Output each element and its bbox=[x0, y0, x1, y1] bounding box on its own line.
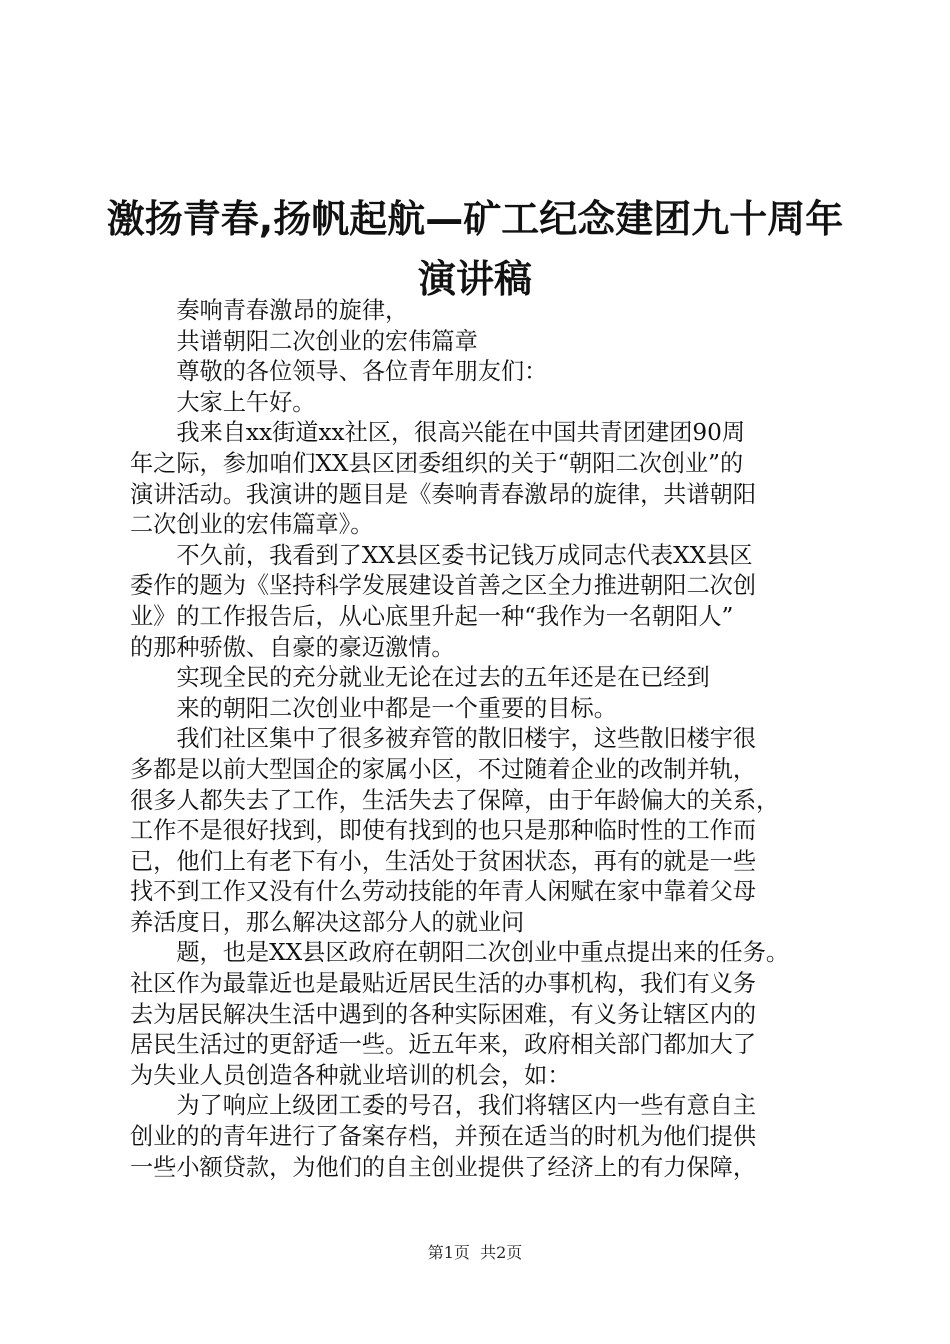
body-line: 共谱朝阳二次创业的宏伟篇章 bbox=[130, 327, 478, 355]
body-line: 的那种骄傲、自豪的豪迈激情。 bbox=[130, 633, 455, 661]
body-line: 创业的的青年进行了备案存档，并预在适当的时机为他们提供 bbox=[130, 1123, 757, 1151]
body-line: 不久前，我看到了XX县区委书记钱万成同志代表XX县区 bbox=[130, 541, 753, 569]
body-line: 年之际，参加咱们XX县区团委组织的关于“朝阳二次创业”的 bbox=[130, 449, 744, 477]
body-line: 演讲活动。我演讲的题目是《奏响青春激昂的旋律，共谱朝阳 bbox=[130, 480, 757, 508]
body-line: 题，也是XX县区政府在朝阳二次创业中重点提出来的任务。 bbox=[130, 939, 790, 967]
body-line: 来的朝阳二次创业中都是一个重要的目标。 bbox=[130, 694, 617, 722]
body-line: 委作的题为《坚持科学发展建设首善之区全力推进朝阳二次创 bbox=[130, 572, 757, 600]
body-line: 我来自xx街道xx社区，很高兴能在中国共青团建团90周 bbox=[130, 419, 746, 447]
body-line: 大家上午好。 bbox=[130, 388, 316, 416]
body-line: 找不到工作又没有什么劳动技能的年青人闲赋在家中靠着父母 bbox=[130, 878, 757, 906]
body-line: 尊敬的各位领导、各位青年朋友们： bbox=[130, 358, 548, 386]
body-line: 养活度日，那么解决这部分人的就业问 bbox=[130, 908, 525, 936]
body-line: 为失业人员创造各种就业培训的机会，如： bbox=[130, 1061, 571, 1089]
body-line: 多都是以前大型国企的家属小区，不过随着企业的改制并轨， bbox=[130, 755, 757, 783]
body-line: 我们社区集中了很多被弃管的散旧楼宇，这些散旧楼宇很 bbox=[130, 725, 757, 753]
body-line: 奏响青春激昂的旋律， bbox=[130, 297, 409, 324]
body-line: 工作不是很好找到，即使有找到的也只是那种临时性的工作而 bbox=[130, 817, 757, 845]
body-line: 居民生活过的更舒适一些。近五年来，政府相关部门都加大了 bbox=[130, 1031, 757, 1059]
page-footer bbox=[0, 1240, 950, 1263]
document-title-line-2: 演讲稿 bbox=[417, 257, 532, 301]
body-line: 很多人都失去了工作，生活失去了保障，由于年龄偏大的关系， bbox=[130, 786, 780, 814]
page-number: 第1页 共2页 bbox=[427, 1243, 523, 1262]
document-title-line-1: 激扬青春,扬帆起航—矿工纪念建团九十周年 bbox=[106, 197, 844, 241]
body-line: 业》的工作报告后，从心底里升起一种“我作为一名朝阳人” bbox=[130, 602, 734, 630]
body-line: 去为居民解决生活中遇到的各种实际困难，有义务让辖区内的 bbox=[130, 1000, 757, 1028]
body-line: 已，他们上有老下有小，生活处于贫困状态，再有的就是一些 bbox=[130, 847, 757, 875]
body-line: 一些小额贷款，为他们的自主创业提供了经济上的有力保障， bbox=[130, 1153, 757, 1181]
body-line: 二次创业的宏伟篇章》。 bbox=[130, 511, 374, 539]
body-line: 为了响应上级团工委的号召，我们将辖区内一些有意自主 bbox=[130, 1092, 757, 1120]
body-line: 社区作为最靠近也是最贴近居民生活的办事机构，我们有义务 bbox=[130, 970, 757, 998]
document-body bbox=[130, 296, 835, 1183]
body-line: 实现全民的充分就业无论在过去的五年还是在已经到 bbox=[130, 664, 710, 692]
